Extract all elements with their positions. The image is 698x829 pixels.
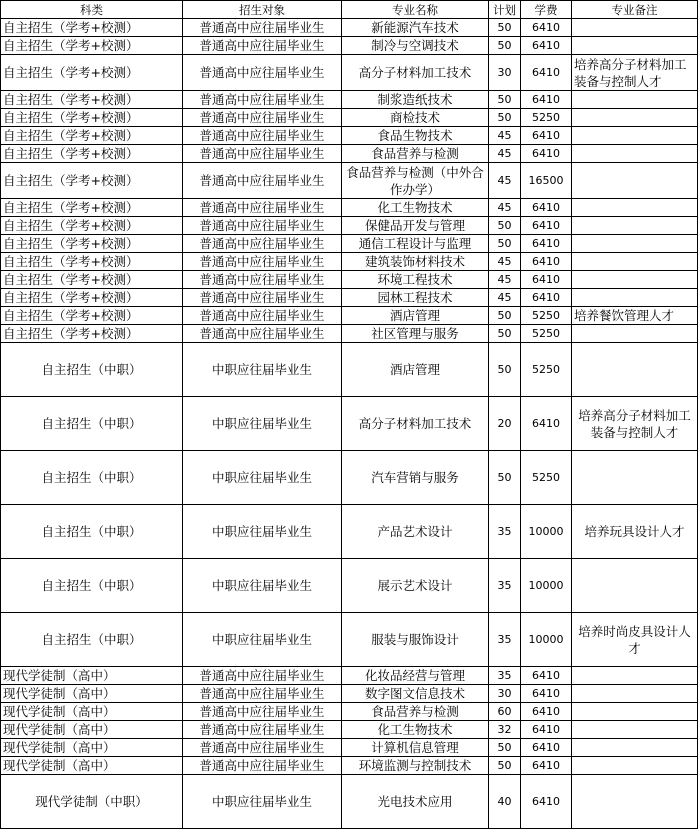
table-row	[1, 667, 698, 685]
cell-remark	[572, 325, 698, 343]
cell-target: 普通高中应往届毕业生	[183, 199, 342, 217]
cell-category: 自主招生（学考+校测）	[1, 55, 183, 91]
cell-category: 自主招生（学考+校测）	[1, 163, 183, 199]
cell-fee: 6410	[521, 55, 572, 91]
cell-major: 数字图文信息技术	[342, 685, 489, 703]
cell-major: 光电技术应用	[342, 775, 489, 829]
cell-fee: 6410	[521, 19, 572, 37]
cell-remark	[572, 271, 698, 289]
cell-plan: 50	[489, 19, 521, 37]
cell-plan: 35	[489, 559, 521, 613]
cell-remark	[572, 145, 698, 163]
cell-remark	[572, 289, 698, 307]
cell-major: 酒店管理	[342, 307, 489, 325]
cell-remark	[572, 775, 698, 829]
cell-plan: 45	[489, 271, 521, 289]
cell-target: 普通高中应往届毕业生	[183, 667, 342, 685]
table-row	[1, 613, 698, 667]
cell-plan: 50	[489, 307, 521, 325]
cell-target: 普通高中应往届毕业生	[183, 253, 342, 271]
cell-category: 自主招生（中职）	[1, 397, 183, 451]
cell-fee: 6410	[521, 217, 572, 235]
cell-major: 建筑装饰材料技术	[342, 253, 489, 271]
cell-category: 自主招生（学考+校测）	[1, 325, 183, 343]
cell-plan: 32	[489, 721, 521, 739]
cell-remark	[572, 757, 698, 775]
cell-fee: 6410	[521, 289, 572, 307]
cell-major: 园林工程技术	[342, 289, 489, 307]
cell-fee: 16500	[521, 163, 572, 199]
cell-category: 自主招生（学考+校测）	[1, 91, 183, 109]
cell-category: 现代学徒制（高中）	[1, 685, 183, 703]
cell-category: 自主招生（学考+校测）	[1, 253, 183, 271]
cell-plan: 50	[489, 757, 521, 775]
cell-fee: 6410	[521, 91, 572, 109]
table-row	[1, 721, 698, 739]
cell-fee: 6410	[521, 397, 572, 451]
cell-plan: 50	[489, 325, 521, 343]
cell-major: 食品生物技术	[342, 127, 489, 145]
cell-target: 普通高中应往届毕业生	[183, 91, 342, 109]
cell-remark	[572, 109, 698, 127]
cell-fee: 10000	[521, 613, 572, 667]
cell-fee: 6410	[521, 253, 572, 271]
header-remark: 专业备注	[572, 1, 698, 19]
cell-target: 普通高中应往届毕业生	[183, 37, 342, 55]
cell-plan: 35	[489, 505, 521, 559]
cell-remark	[572, 37, 698, 55]
cell-fee: 5250	[521, 451, 572, 505]
cell-plan: 50	[489, 451, 521, 505]
cell-target: 普通高中应往届毕业生	[183, 271, 342, 289]
cell-remark: 培养高分子材料加工装备与控制人才	[572, 397, 698, 451]
cell-plan: 40	[489, 775, 521, 829]
cell-target: 中职应往届毕业生	[183, 613, 342, 667]
cell-major: 新能源汽车技术	[342, 19, 489, 37]
table-row	[1, 271, 698, 289]
cell-plan: 50	[489, 109, 521, 127]
header-major: 专业名称	[342, 1, 489, 19]
header-row	[1, 1, 698, 19]
cell-remark	[572, 163, 698, 199]
cell-major: 服装与服饰设计	[342, 613, 489, 667]
cell-remark	[572, 235, 698, 253]
header-target: 招生对象	[183, 1, 342, 19]
cell-target: 中职应往届毕业生	[183, 451, 342, 505]
cell-category: 自主招生（中职）	[1, 613, 183, 667]
table-row	[1, 37, 698, 55]
cell-fee: 6410	[521, 757, 572, 775]
cell-target: 普通高中应往届毕业生	[183, 109, 342, 127]
table-row	[1, 199, 698, 217]
cell-major: 展示艺术设计	[342, 559, 489, 613]
cell-target: 普通高中应往届毕业生	[183, 721, 342, 739]
cell-target: 普通高中应往届毕业生	[183, 235, 342, 253]
cell-plan: 50	[489, 37, 521, 55]
table-row	[1, 685, 698, 703]
table-row	[1, 127, 698, 145]
cell-target: 普通高中应往届毕业生	[183, 19, 342, 37]
cell-major: 环境工程技术	[342, 271, 489, 289]
cell-plan: 50	[489, 217, 521, 235]
table-row	[1, 19, 698, 37]
cell-remark	[572, 127, 698, 145]
cell-plan: 50	[489, 91, 521, 109]
table-row	[1, 307, 698, 325]
cell-major: 食品营养与检测	[342, 703, 489, 721]
cell-remark	[572, 199, 698, 217]
cell-major: 高分子材料加工技术	[342, 55, 489, 91]
cell-plan: 45	[489, 145, 521, 163]
cell-plan: 60	[489, 703, 521, 721]
cell-major: 商检技术	[342, 109, 489, 127]
table-row	[1, 145, 698, 163]
cell-fee: 5250	[521, 307, 572, 325]
cell-major: 计算机信息管理	[342, 739, 489, 757]
cell-category: 自主招生（学考+校测）	[1, 217, 183, 235]
cell-remark	[572, 91, 698, 109]
cell-target: 普通高中应往届毕业生	[183, 757, 342, 775]
cell-plan: 45	[489, 253, 521, 271]
cell-remark	[572, 721, 698, 739]
cell-category: 自主招生（中职）	[1, 559, 183, 613]
cell-fee: 5250	[521, 325, 572, 343]
cell-plan: 45	[489, 163, 521, 199]
table-row	[1, 289, 698, 307]
table-row	[1, 217, 698, 235]
cell-major: 化妆品经营与管理	[342, 667, 489, 685]
cell-target: 普通高中应往届毕业生	[183, 739, 342, 757]
cell-major: 酒店管理	[342, 343, 489, 397]
cell-category: 自主招生（学考+校测）	[1, 199, 183, 217]
cell-category: 自主招生（学考+校测）	[1, 145, 183, 163]
table-row	[1, 91, 698, 109]
cell-target: 普通高中应往届毕业生	[183, 289, 342, 307]
cell-remark: 培养玩具设计人才	[572, 505, 698, 559]
cell-category: 现代学徒制（中职）	[1, 775, 183, 829]
cell-major: 环境监测与控制技术	[342, 757, 489, 775]
table-row	[1, 397, 698, 451]
cell-major: 社区管理与服务	[342, 325, 489, 343]
table-row	[1, 739, 698, 757]
cell-target: 中职应往届毕业生	[183, 775, 342, 829]
cell-fee: 6410	[521, 37, 572, 55]
cell-remark	[572, 217, 698, 235]
cell-fee: 6410	[521, 685, 572, 703]
cell-remark	[572, 559, 698, 613]
table-row	[1, 325, 698, 343]
cell-target: 中职应往届毕业生	[183, 397, 342, 451]
cell-plan: 30	[489, 685, 521, 703]
cell-major: 制浆造纸技术	[342, 91, 489, 109]
cell-fee: 6410	[521, 721, 572, 739]
cell-fee: 6410	[521, 703, 572, 721]
cell-plan: 45	[489, 199, 521, 217]
table-row	[1, 451, 698, 505]
cell-plan: 50	[489, 235, 521, 253]
table-row	[1, 235, 698, 253]
cell-fee: 5250	[521, 109, 572, 127]
cell-category: 现代学徒制（高中）	[1, 667, 183, 685]
cell-major: 汽车营销与服务	[342, 451, 489, 505]
cell-fee: 6410	[521, 199, 572, 217]
cell-fee: 10000	[521, 559, 572, 613]
cell-category: 自主招生（中职）	[1, 451, 183, 505]
cell-category: 自主招生（学考+校测）	[1, 289, 183, 307]
cell-target: 普通高中应往届毕业生	[183, 307, 342, 325]
cell-remark: 培养时尚皮具设计人才	[572, 613, 698, 667]
cell-target: 中职应往届毕业生	[183, 505, 342, 559]
cell-target: 普通高中应往届毕业生	[183, 127, 342, 145]
cell-major: 化工生物技术	[342, 721, 489, 739]
cell-fee: 6410	[521, 775, 572, 829]
table-row	[1, 775, 698, 829]
cell-target: 普通高中应往届毕业生	[183, 55, 342, 91]
cell-major: 食品营养与检测	[342, 145, 489, 163]
cell-remark	[572, 253, 698, 271]
cell-plan: 45	[489, 289, 521, 307]
header-category: 科类	[1, 1, 183, 19]
cell-major: 保健品开发与管理	[342, 217, 489, 235]
table-row	[1, 703, 698, 721]
cell-category: 自主招生（学考+校测）	[1, 235, 183, 253]
cell-target: 中职应往届毕业生	[183, 559, 342, 613]
cell-target: 普通高中应往届毕业生	[183, 145, 342, 163]
cell-remark	[572, 685, 698, 703]
table-row	[1, 757, 698, 775]
table-row	[1, 109, 698, 127]
cell-category: 现代学徒制（高中）	[1, 703, 183, 721]
cell-fee: 6410	[521, 739, 572, 757]
cell-category: 自主招生（学考+校测）	[1, 37, 183, 55]
cell-category: 自主招生（学考+校测）	[1, 109, 183, 127]
cell-major: 通信工程设计与监理	[342, 235, 489, 253]
cell-category: 自主招生（学考+校测）	[1, 127, 183, 145]
cell-remark	[572, 19, 698, 37]
cell-category: 现代学徒制（高中）	[1, 739, 183, 757]
header-plan: 计划	[489, 1, 521, 19]
cell-remark: 培养餐饮管理人才	[572, 307, 698, 325]
cell-plan: 50	[489, 739, 521, 757]
cell-target: 中职应往届毕业生	[183, 343, 342, 397]
cell-fee: 10000	[521, 505, 572, 559]
cell-major: 食品营养与检测（中外合作办学）	[342, 163, 489, 199]
table-row	[1, 55, 698, 91]
cell-fee: 5250	[521, 343, 572, 397]
cell-plan: 45	[489, 127, 521, 145]
cell-target: 普通高中应往届毕业生	[183, 703, 342, 721]
table-row	[1, 505, 698, 559]
cell-plan: 35	[489, 613, 521, 667]
cell-fee: 6410	[521, 145, 572, 163]
cell-major: 产品艺术设计	[342, 505, 489, 559]
cell-fee: 6410	[521, 271, 572, 289]
cell-remark	[572, 703, 698, 721]
cell-fee: 6410	[521, 127, 572, 145]
cell-major: 高分子材料加工技术	[342, 397, 489, 451]
cell-target: 普通高中应往届毕业生	[183, 163, 342, 199]
cell-major: 制冷与空调技术	[342, 37, 489, 55]
cell-target: 普通高中应往届毕业生	[183, 325, 342, 343]
cell-category: 自主招生（学考+校测）	[1, 271, 183, 289]
header-fee: 学费	[521, 1, 572, 19]
cell-plan: 50	[489, 343, 521, 397]
table-row	[1, 559, 698, 613]
cell-target: 普通高中应往届毕业生	[183, 685, 342, 703]
table-row	[1, 163, 698, 199]
cell-major: 化工生物技术	[342, 199, 489, 217]
cell-category: 自主招生（学考+校测）	[1, 19, 183, 37]
cell-plan: 35	[489, 667, 521, 685]
table-row	[1, 253, 698, 271]
cell-category: 自主招生（中职）	[1, 343, 183, 397]
cell-fee: 6410	[521, 667, 572, 685]
cell-category: 自主招生（学考+校测）	[1, 307, 183, 325]
cell-remark	[572, 739, 698, 757]
table-row	[1, 343, 698, 397]
cell-fee: 6410	[521, 235, 572, 253]
cell-category: 现代学徒制（高中）	[1, 721, 183, 739]
cell-target: 普通高中应往届毕业生	[183, 217, 342, 235]
cell-category: 现代学徒制（高中）	[1, 757, 183, 775]
cell-plan: 30	[489, 55, 521, 91]
cell-plan: 20	[489, 397, 521, 451]
cell-remark: 培养高分子材料加工装备与控制人才	[572, 55, 698, 91]
cell-remark	[572, 343, 698, 397]
cell-remark	[572, 451, 698, 505]
cell-remark	[572, 667, 698, 685]
cell-category: 自主招生（中职）	[1, 505, 183, 559]
